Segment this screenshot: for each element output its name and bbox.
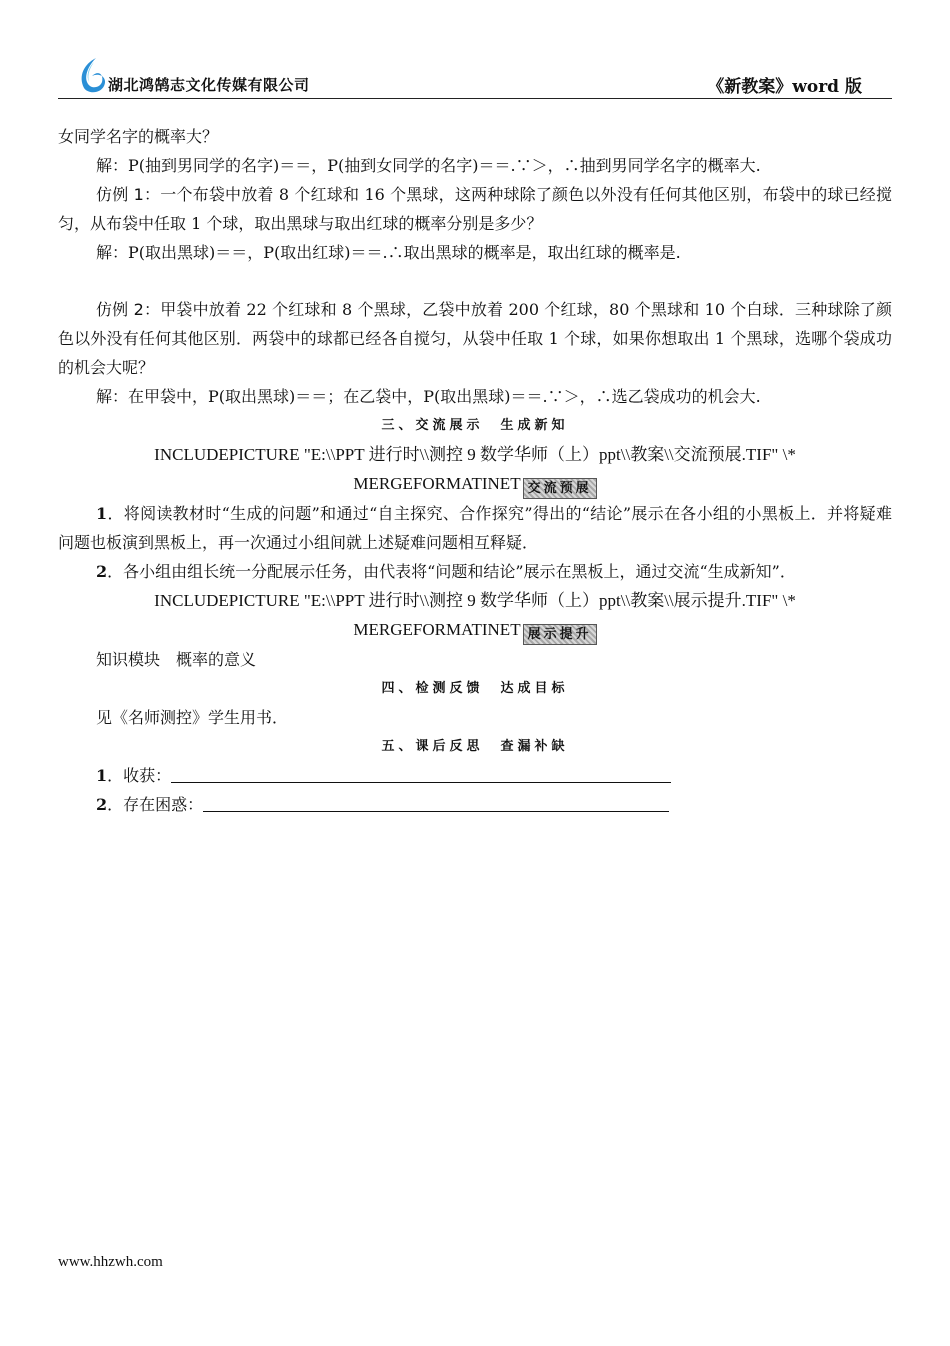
list-item [58,557,892,586]
section-heading-5: 五、课后反思 查漏补缺 [381,739,569,754]
section-heading-4: 四、检测反馈 达成目标 [381,681,569,696]
harvest-label: ．收获： [107,766,172,785]
example-1 [58,180,892,238]
example-text: ：甲袋中放着 22 个红球和 8 个黑球，乙袋中放着 200 个红球，80 个黑球和 10 个白球．三种球除了颜色以外没有任何其他区别．两袋中的球都已经各自搅匀，从袋中任取 1 个球，如果你想取出 1 个黑球，选哪个袋成功的机会大呢？ [58,300,892,377]
item-text: ．将阅读教材时“生成的问题”和通过“自主探究、合作探究”得出的“结论”展示在各小组的小黑板上．并将疑难问题也板演到黑板上，再一次通过小组间就上述疑难问题相互释疑． [58,504,892,552]
mergeformat-text: MERGEFORMATINET [353,620,521,639]
include-field-2-tail [58,615,892,645]
paragraph: 女同学名字的概率大？ [58,127,219,146]
confusion-label: ．存在困惑： [107,795,204,814]
example-label: 仿例 1 [96,185,144,204]
company-name: 湖北鸿鹄志文化传媒有限公司 [108,76,310,94]
footer-url: www.hhzwh.com [58,1254,163,1270]
section-heading-3: 三、交流展示 生成新知 [381,418,569,433]
example-text: ：一个布袋中放着 8 个红球和 16 个黑球，这两种球除了颜色以外没有任何其他区别，布袋中的球已经搅匀，从布袋中任取 1 个球，取出黑球与取出红球的概率分别是多少？ [58,185,892,233]
include-field-1-tail [58,469,892,499]
solution-2: 解：P(取出黑球)＝＝，P(取出红球)＝＝.∴取出黑球的概率是，取出红球的概率是. [96,243,681,262]
item-number: 2 [96,795,108,814]
mergeformat-text: MERGEFORMATINET [353,474,521,493]
example-label: 仿例 2 [96,300,144,319]
company-logo-icon [74,56,112,96]
confusion-blank[interactable] [203,793,669,812]
solution-1: 解：P(抽到男同学的名字)＝＝，P(抽到女同学的名字)＝＝.∵＞，∴抽到男同学名字的概率大. [96,156,761,175]
document-body [58,122,892,819]
harvest-blank[interactable] [171,764,671,783]
example-2 [58,295,892,382]
reference-line: 见《名师测控》学生用书． [96,708,289,727]
reflection-harvest [58,761,892,790]
include-field-1: INCLUDEPICTURE "E:\\PPT 进行时\\测控 9 数学华师（上）ppt\\教案\\交流预展.TIF" \* [154,445,796,464]
item-number: 1 [96,504,108,523]
item-number: 1 [96,766,108,785]
item-text: ．各小组由组长统一分配展示任务，由代表将“问题和结论”展示在黑板上，通过交流“生成新知”． [107,562,796,581]
brand-title: 《新教案》word 版 [707,77,862,97]
item-number: 2 [96,562,108,581]
display-badge-image: 展示提升 [523,624,597,645]
exchange-badge-image: 交流预展 [523,478,597,499]
page-header [58,56,892,99]
knowledge-module: 知识模块 概率的意义 [96,650,257,669]
include-field-2: INCLUDEPICTURE "E:\\PPT 进行时\\测控 9 数学华师（上）ppt\\教案\\展示提升.TIF" \* [154,591,796,610]
list-item [58,499,892,557]
solution-3: 解：在甲袋中，P(取出黑球)＝＝；在乙袋中，P(取出黑球)＝＝.∵＞，∴选乙袋成功的机会大. [96,387,761,406]
reflection-confusion [58,790,892,819]
